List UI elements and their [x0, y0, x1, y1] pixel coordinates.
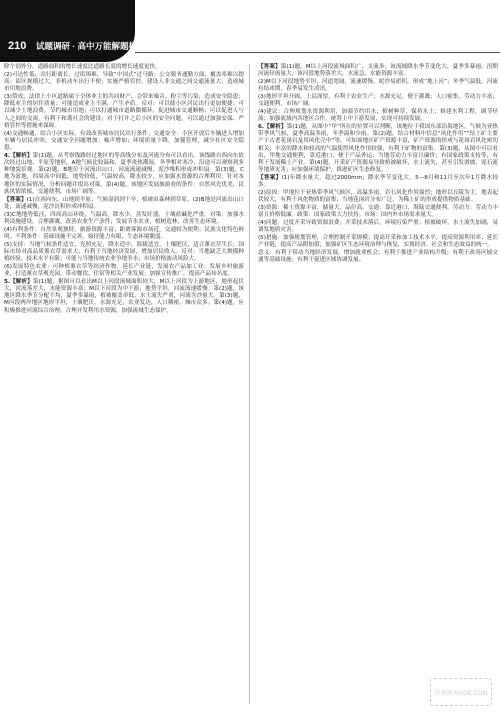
paragraph-text: 意义：有利于带动当地经济发展，增加就业机会；有利于推进产业结构升级；有利于改善区域交通等基础设施；有利于促进区域协调发展。: [258, 250, 498, 264]
paragraph-text: (3)赞成，法律上小区道路属于全体业主的共同财产，会带来噪音、粉尘等污染，造成安全隐患；降低业主的居住质量；可能造成业主不满，产生矛盾。反对：可以使小区居民出行更加便捷；可以减少土地浪费，节约城市用地；可以打通城市道路微循环，促进城市交通顺畅；可以促进人与人之间的交流，有利于和谐社会的建设；对于打开之后小区的安全问题，可以通过加强安保、严格管控等措施来保障。: [4, 94, 244, 129]
paragraph: [4, 227, 244, 241]
paragraph: [258, 175, 498, 189]
paragraph-text: 除个别外分，道路面积的增长速度比道路长度的增长速度更快。: [4, 64, 161, 70]
paragraph: [4, 72, 244, 94]
header-rule: [135, 52, 500, 53]
paragraph-text: 第(1)题，从考察线路经过地区的等高线分布及河流分布可以看出，该线路自西向东依次经过山地、平原等地形，A地气候比较温和，夏季炎热潮湿，冬季相对寒冷，沿途可以观察到多种地貌景观。第(2)题，B地位于河流出山口，河流流速减慢，泥沙堆积形成冲积扇。第(3)题，C地为盆地，四周高中间低，地势较低，气温较高，降水较少，应加强水资源的合理利用；针对本地区的实际情况，分析问题并提出对策。第(4)题，该地区发展旅游业的条件：自然风光优美，民族风情浓郁，交通便利，市场广阔等。: [4, 152, 244, 195]
paragraph-label: 【答案】: [258, 175, 282, 182]
paragraph: [4, 212, 244, 226]
header-title: 试题调研 · 高中万能解题模板: [36, 41, 146, 51]
paragraph-text: 第(1)题，从图中“甲”所在的位置可以判断，该地位于我国东部沿海地区，气候为亚热带季风气候，夏季高温多雨，冬季温和少雨。第(2)题，结合材料中信息“风化作用”“钻土矿主要产于古老花岗岩及其风化壳中”等，可知该地区矿产资源丰富，矿产资源的形成与花岗岩风化密切相关；丰富的降水和较高的气温使得风化作用较强，有利于矿物的富集。第(3)题，从图中可以看出，甲地交通便利，靠近港口，便于产品外运；当地劳动力丰富且廉价；有国家政策支持等，有利于发展稀土产业。第(4)题，开采矿产资源易导致植被破坏、水土流失，甚至引发滑坡、泥石流等地质灾害；应加强环境保护，推进矿区生态修复。: [258, 124, 498, 174]
paragraph: [4, 64, 244, 71]
paragraph: [258, 190, 498, 204]
watermark-text: 答案圈 MXQE.COM: [434, 690, 488, 697]
paragraph: [4, 264, 244, 278]
paragraph: [4, 279, 244, 315]
paragraph: [4, 131, 244, 153]
paragraph-text: (4)交通畅通，结合小区实际，有效改善城市居民出行条件；交通安全：小区开放后车辆进入增加车辆与居民冲突，交通安全问题增加；噪声增加；环境质量下降，加强管理，减少社区安全隐患。: [4, 130, 244, 152]
paragraph-label: 5.【解析】: [4, 278, 33, 285]
paragraph-label: 4.【解析】: [4, 152, 33, 159]
paragraph: [4, 197, 244, 211]
paragraph-text: 第(1)题，据图可以看出M以上河段流域面积较大，M以上河段为上游地区，地形起伏大，河流落差大，水能资源丰富；M以下河段为中下游，地势平坦，河流流速缓慢。第(2)题，该地区降水季节分配不均，夏季多暴雨，植被覆盖率低，水土流失严重，河流含沙量大。第(3)题，M河段两岸地区地形平坦，土壤肥沃，水源充足，农业发达，人口稠密，城市众多。第(4)题，应积极推进河流综合治理，合理开发利用水资源，加强流域生态保护。: [4, 278, 244, 314]
paragraph-text: (2)原因：甲地位于亚热带季风气候区，高温多雨，岩石风化作用强烈；地形以丘陵为主，地表起伏较大，有利于风化物质的富集；当地花岗岩分布广泛，为稀土矿的形成提供物质基础。: [258, 190, 498, 204]
paragraph-text: (3)资源：稀土资源丰富，储量大，品位高。交通：靠近港口，海陆交通便利。劳动力：劳动力丰富且价格低廉。政策：国家政策大力扶持。市场：国内外市场需求量大。: [258, 205, 498, 219]
paragraph-text: 第(1)题，M以上河段流域面积广，支流多；该流域降水季节变化大，夏季多暴雨，汛期河流径流量大；该河段地势落差大，水流急，水能资源丰富。: [258, 64, 498, 78]
column-divider: [249, 64, 250, 704]
left-column: [4, 64, 244, 315]
paragraph-text: (2)M以下河段地势平坦，河道宽阔，流速缓慢，泥沙易淤积，形成“地上河”；冬季气温低，河流有结冰期，春季易发生凌汛。: [258, 79, 498, 93]
paragraph-text: (1)年降水量大，超过2000mm；降水季节变化大，5—8月和11月至次年1月降水较多。: [258, 175, 498, 189]
paragraph: [258, 94, 498, 108]
right-column: [258, 64, 498, 265]
header-tab: [0, 0, 135, 62]
paragraph-text: (4)有利条件：自然景观独特，旅游资源丰富；距离客源市场近，交通较为便利；民族文化特色鲜明。不利条件：基础设施不完善，接待能力有限，生态环境脆弱。: [4, 226, 244, 240]
paragraph-text: (5)支持：当地气候条件适宜，光照充足，降水适中，海拔适宜，土壤肥沃，适合薰衣草生长；国际市场对高品质薰衣草需求大；有利于当地经济发展，增加居民收入。反对：当地缺乏大规模种植经验，技术水平有限；可能与当地传统农业争地争水；市场价格波动风险大。: [4, 241, 244, 263]
paragraph-text: (2)可达性低、出行距离长；过街困难，导致“中国式”过马路；公交服务通勤方面，覆盖率难以提高；街区规模过大，非机动车出行不便；实施严格管控，建设人非交通之间交通流量大；造成城市用地浪费。: [4, 71, 244, 93]
paragraph: [4, 153, 244, 196]
paragraph-text: (3)地形平坦开阔，土层深厚，有利于农业生产；水源充足，便于灌溉；人口密集，劳动力丰富；交通便利，市场广阔。: [258, 94, 498, 108]
paragraph-label: 【答案】: [4, 196, 27, 203]
paragraph: [4, 242, 244, 264]
paragraph: [258, 250, 498, 264]
paragraph: [258, 235, 498, 249]
paragraph: [258, 109, 498, 123]
paragraph: [258, 220, 498, 234]
watermark: [430, 678, 492, 706]
paragraph: [258, 205, 498, 219]
paragraph: [4, 94, 244, 130]
paragraph-label: 6.【解析】: [258, 124, 287, 130]
paragraph-text: (5)措施：加强规划管理，合理控制开采规模；提高开采和加工技术水平，提高资源利用率；延长产业链，提高产品附加值；加强矿区生态环境治理与恢复，实现经济、社会和生态效益的统一。: [258, 235, 498, 249]
paragraph: [258, 64, 498, 78]
paragraph-text: (4)建议：合理规划水资源利用，加强节约用水；植树种草，保持水土；修建水利工程，调节径流；加强流域内各地区合作，统筹上中下游发展，实现可持续发展。: [258, 109, 498, 123]
paragraph-text: (3)C地地势低洼，四周高山环绕，气温高，降水少，蒸发旺盛，土壤盐碱化严重。对策：加强水利设施建设，合理灌溉，改善农业生产条件；发展节水农业，植树造林，改善生态环境。: [4, 211, 244, 225]
page-number: 210: [8, 40, 27, 52]
paragraph-label: 【答案】: [258, 64, 281, 70]
paragraph-text: (1)自西向东，山地到平原；气候湿润到干旱；植被由森林到草原。(2)B地是河流出山口处，流速减慢，泥沙沉积形成冲积扇。: [4, 196, 244, 210]
paragraph-text: (6)发展特色农业：可种植薰衣草等经济作物，延长产业链，发展农产品加工业；发展乡村旅游业，打造薰衣草观光园，带动餐饮、住宿等相关产业发展；加强宣传推广，提高产品知名度。: [4, 263, 244, 278]
paragraph: [258, 79, 498, 93]
page-header: [0, 0, 500, 62]
paragraph-text: (4)问题：过度开采导致资源浪费；开采技术落后，环境污染严重；植被破坏，水土流失加剧，易诱发地质灾害。: [258, 220, 498, 234]
paragraph: [258, 124, 498, 174]
